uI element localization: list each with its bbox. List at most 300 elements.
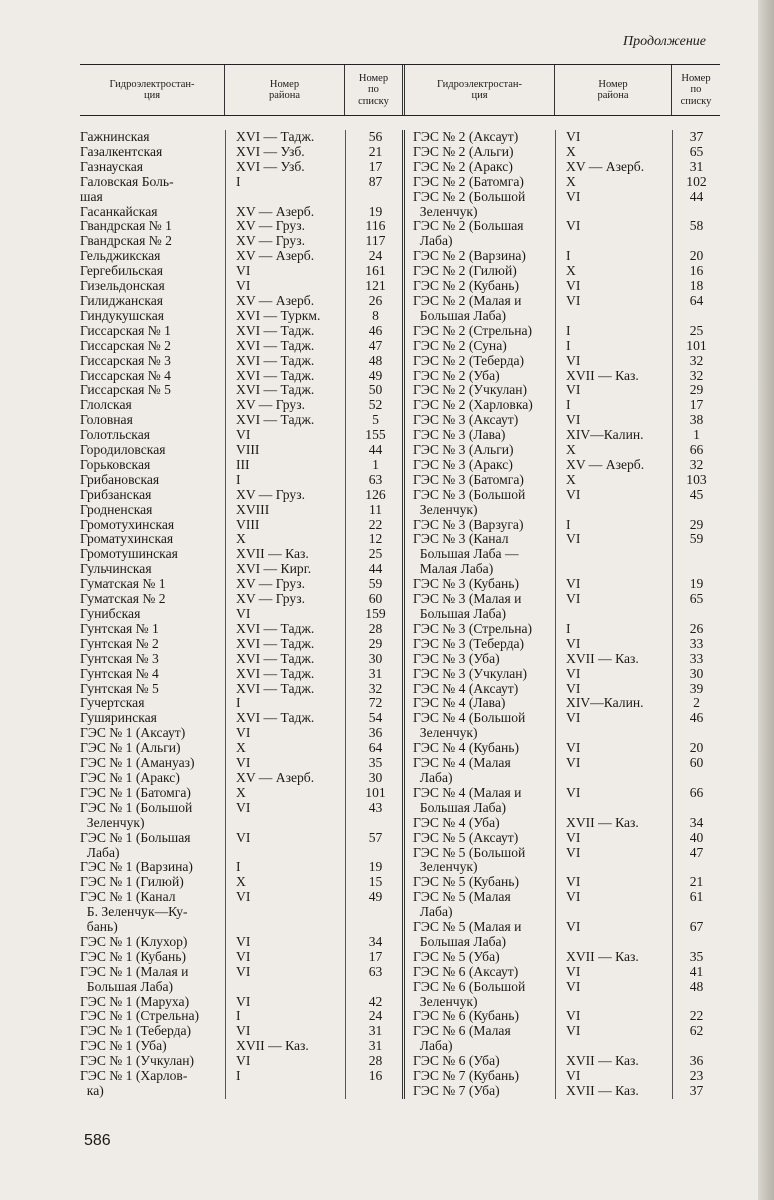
station-name: Гажнинская xyxy=(80,129,150,144)
table-row xyxy=(80,1009,402,1024)
district-number: XVII — Каз. xyxy=(555,816,672,831)
list-number: 63 xyxy=(345,473,405,488)
table-row xyxy=(80,682,402,697)
station-name: Гизельдонская xyxy=(80,278,165,294)
station-name: Головная xyxy=(80,412,133,428)
table-row xyxy=(80,160,402,175)
list-number: 47 xyxy=(345,339,405,354)
district-number: XV — Груз. xyxy=(225,398,345,413)
table-row xyxy=(80,383,402,398)
table-row xyxy=(405,190,720,220)
station-name: Гиндукушская xyxy=(80,307,164,323)
table-row xyxy=(405,756,720,786)
district-number: VI xyxy=(225,890,345,935)
district-number: XVI — Тадж. xyxy=(225,652,345,667)
list-number: 32 xyxy=(672,369,720,384)
district-number: VI xyxy=(555,965,672,980)
station-name: ГЭС № 1 (Теберда) xyxy=(80,1023,192,1039)
district-number: I xyxy=(555,249,672,264)
district-number: I xyxy=(225,175,345,205)
district-number: I xyxy=(225,696,345,711)
table-row xyxy=(80,398,402,413)
table-row xyxy=(80,175,402,205)
table-row xyxy=(405,980,720,1010)
station-name: Гиссарская № 1 xyxy=(80,322,171,338)
district-number: X xyxy=(225,786,345,801)
district-number: XV — Азерб. xyxy=(225,294,345,309)
list-number: 59 xyxy=(672,532,720,577)
list-number: 31 xyxy=(345,667,405,682)
table-row xyxy=(80,532,402,547)
district-number: VI xyxy=(555,1069,672,1084)
station-name: ГЭС № 2 (Уба) xyxy=(413,367,500,383)
table-row xyxy=(80,607,402,622)
table-row xyxy=(405,711,720,741)
list-number: 31 xyxy=(345,1039,405,1054)
station-name: ГЭС № 1 (Клухор) xyxy=(80,933,188,949)
station-name: Грибановская xyxy=(80,471,160,487)
list-number: 48 xyxy=(345,354,405,369)
station-name: ГЭС № 3 (Батомга) xyxy=(413,471,524,487)
table-row xyxy=(80,249,402,264)
district-number: XVII — Каз. xyxy=(225,1039,345,1054)
district-number: VI xyxy=(555,294,672,324)
district-number: XVI — Узб. xyxy=(225,145,345,160)
table-row xyxy=(80,219,402,234)
station-name: Гучертская xyxy=(80,695,145,711)
station-name: ГЭС № 2 (Учкулан) xyxy=(413,382,528,398)
list-number: 37 xyxy=(672,1084,720,1099)
district-number: XV — Груз. xyxy=(225,592,345,607)
list-number: 67 xyxy=(672,920,720,950)
station-name: ГЭС № 4 (Малая Лаба) xyxy=(413,755,511,785)
table-row xyxy=(80,562,402,577)
district-number: XVI — Тадж. xyxy=(225,622,345,637)
list-number: 61 xyxy=(672,890,720,920)
table-row xyxy=(80,458,402,473)
page-number: 586 xyxy=(84,1132,111,1149)
table-row xyxy=(405,1084,720,1099)
district-number: I xyxy=(555,324,672,339)
station-name: ГЭС № 4 (Малая и Большая Лаба) xyxy=(413,784,522,815)
district-number: XIV—Калин. xyxy=(555,428,672,443)
station-name: ГЭС № 7 (Кубань) xyxy=(413,1068,520,1084)
station-name: ГЭС № 6 (Кубань) xyxy=(413,1008,520,1024)
list-number: 18 xyxy=(672,279,720,294)
district-number: XV — Азерб. xyxy=(555,458,672,473)
list-number: 8 xyxy=(345,309,405,324)
table-row xyxy=(405,667,720,682)
district-number: VI xyxy=(225,756,345,771)
station-name: ГЭС № 1 (Кубань) xyxy=(80,948,187,964)
district-number: X xyxy=(555,443,672,458)
station-name: Газнауская xyxy=(80,158,144,174)
table-row xyxy=(405,175,720,190)
table-row xyxy=(80,130,402,145)
station-name: ГЭС № 2 (Теберда) xyxy=(413,352,525,368)
district-number: VIII xyxy=(225,443,345,458)
header-listno: Номер по списку xyxy=(345,65,405,115)
district-number: XVII — Каз. xyxy=(555,652,672,667)
table-row xyxy=(80,234,402,249)
list-number: 17 xyxy=(672,398,720,413)
table-row xyxy=(80,995,402,1010)
station-name: ГЭС № 2 (Стрельна) xyxy=(413,322,533,338)
station-name: ГЭС № 2 (Гилюй) xyxy=(413,263,517,279)
district-number: XVI — Тадж. xyxy=(225,369,345,384)
station-name: Громатухинская xyxy=(80,531,174,547)
table-row xyxy=(80,369,402,384)
list-number: 65 xyxy=(672,592,720,622)
station-name: ГЭС № 1 (Альги) xyxy=(80,740,181,756)
district-number: VI xyxy=(555,682,672,697)
station-name: Гунтская № 3 xyxy=(80,650,159,666)
left-column xyxy=(80,130,405,1099)
table-row xyxy=(80,726,402,741)
district-number: VI xyxy=(555,577,672,592)
table-row xyxy=(405,130,720,145)
district-number: X xyxy=(555,145,672,160)
table-row xyxy=(80,652,402,667)
list-number: 44 xyxy=(345,562,405,577)
district-number: VI xyxy=(555,190,672,220)
station-name: ГЭС № 3 (Канал Большая Лаба — Малая Лаба) xyxy=(413,531,519,577)
district-number: XV — Груз. xyxy=(225,488,345,503)
station-name: ГЭС № 4 (Кубань) xyxy=(413,740,520,756)
table-row xyxy=(80,1069,402,1099)
station-name: Гродненская xyxy=(80,501,153,517)
station-name: ГЭС № 6 (Аксаут) xyxy=(413,963,519,979)
district-number: I xyxy=(555,398,672,413)
station-name: ГЭС № 2 (Аракс) xyxy=(413,158,513,174)
list-number: 58 xyxy=(672,219,720,249)
table-row xyxy=(80,1039,402,1054)
list-number: 12 xyxy=(345,532,405,547)
station-name: ГЭС № 4 (Лава) xyxy=(413,695,506,711)
table-row xyxy=(405,339,720,354)
station-name: ГЭС № 5 (Кубань) xyxy=(413,874,520,890)
table-row xyxy=(80,547,402,562)
station-name: ГЭС № 2 (Большой Зеленчук) xyxy=(413,188,526,219)
table-row xyxy=(405,160,720,175)
table-row xyxy=(80,741,402,756)
district-number: I xyxy=(555,339,672,354)
list-number: 72 xyxy=(345,696,405,711)
district-number: VI xyxy=(225,279,345,294)
station-name: Гельджикская xyxy=(80,248,161,264)
table-row xyxy=(80,503,402,518)
list-number: 20 xyxy=(672,741,720,756)
station-name: Гуматская № 1 xyxy=(80,576,166,592)
list-number: 26 xyxy=(672,622,720,637)
table-row xyxy=(405,652,720,667)
district-number: X xyxy=(555,175,672,190)
station-name: Гушяринская xyxy=(80,710,157,726)
continued-label: Продолжение xyxy=(623,34,706,49)
table-header xyxy=(80,64,720,116)
district-number: VI xyxy=(225,726,345,741)
table-row xyxy=(80,786,402,801)
district-number: VI xyxy=(555,980,672,1010)
list-number: 11 xyxy=(345,503,405,518)
station-name: Гилиджанская xyxy=(80,292,164,308)
list-number: 28 xyxy=(345,622,405,637)
stations-table xyxy=(80,64,720,1099)
district-number: XVI — Тадж. xyxy=(225,339,345,354)
table-row xyxy=(80,309,402,324)
list-number: 32 xyxy=(672,354,720,369)
district-number: VI xyxy=(555,741,672,756)
district-number: XVI — Тадж. xyxy=(225,667,345,682)
table-row xyxy=(80,667,402,682)
table-row xyxy=(80,696,402,711)
district-number: VI xyxy=(225,965,345,995)
list-number: 31 xyxy=(345,1024,405,1039)
list-number: 15 xyxy=(345,875,405,890)
book-spine xyxy=(758,0,774,1200)
station-name: Глолская xyxy=(80,397,132,413)
list-number: 116 xyxy=(345,219,405,234)
district-number: VI xyxy=(555,1009,672,1024)
table-row xyxy=(405,592,720,622)
table-row xyxy=(405,577,720,592)
list-number: 17 xyxy=(345,950,405,965)
list-number: 29 xyxy=(672,383,720,398)
list-number: 36 xyxy=(345,726,405,741)
table-row xyxy=(405,637,720,652)
station-name: ГЭС № 3 (Варзуга) xyxy=(413,516,524,532)
district-number: X xyxy=(225,875,345,890)
table-row xyxy=(80,756,402,771)
table-row xyxy=(80,890,402,935)
station-name: ГЭС № 1 (Маруха) xyxy=(80,993,190,1009)
table-row xyxy=(405,1054,720,1069)
list-number: 38 xyxy=(672,413,720,428)
list-number: 34 xyxy=(345,935,405,950)
table-row xyxy=(405,1024,720,1054)
list-number: 33 xyxy=(672,637,720,652)
table-row xyxy=(80,339,402,354)
district-number: VI xyxy=(555,592,672,622)
station-name: Гунтская № 1 xyxy=(80,620,159,636)
list-number: 66 xyxy=(672,786,720,816)
district-number: I xyxy=(225,860,345,875)
station-name: ГЭС № 6 (Уба) xyxy=(413,1053,500,1069)
list-number: 63 xyxy=(345,965,405,995)
station-name: ГЭС № 1 (Большая Лаба) xyxy=(80,829,191,860)
district-number: XV — Азерб. xyxy=(225,249,345,264)
table-row xyxy=(405,846,720,876)
list-number: 19 xyxy=(345,205,405,220)
station-name: ГЭС № 6 (Малая Лаба) xyxy=(413,1023,511,1054)
district-number: VI xyxy=(225,831,345,861)
station-name: ГЭС № 2 (Кубань) xyxy=(413,278,520,294)
district-number: XVII — Каз. xyxy=(555,1054,672,1069)
list-number: 17 xyxy=(345,160,405,175)
station-name: ГЭС № 1 (Малая и Большая Лаба) xyxy=(80,963,189,994)
table-row xyxy=(80,264,402,279)
station-name: ГЭС № 1 (Аксаут) xyxy=(80,725,186,741)
table-row xyxy=(405,145,720,160)
list-number: 126 xyxy=(345,488,405,503)
table-body xyxy=(80,116,720,1099)
station-name: Гергебильская xyxy=(80,263,163,279)
district-number: XVI — Узб. xyxy=(225,160,345,175)
table-row xyxy=(80,711,402,726)
table-row xyxy=(405,682,720,697)
table-row xyxy=(405,831,720,846)
station-name: ГЭС № 3 (Большой Зеленчук) xyxy=(413,486,526,517)
district-number: XVI — Тадж. xyxy=(225,130,345,145)
list-number: 36 xyxy=(672,1054,720,1069)
station-name: Гульчинская xyxy=(80,561,152,577)
table-row xyxy=(405,249,720,264)
list-number: 64 xyxy=(672,294,720,324)
list-number: 101 xyxy=(672,339,720,354)
district-number: VI xyxy=(225,264,345,279)
table-row xyxy=(405,890,720,920)
station-name: Гиссарская № 4 xyxy=(80,367,171,383)
district-number: VI xyxy=(555,786,672,816)
district-number: VI xyxy=(555,532,672,577)
district-number: VI xyxy=(555,637,672,652)
table-row xyxy=(405,965,720,980)
station-name: Гунтская № 4 xyxy=(80,665,159,681)
table-row xyxy=(80,771,402,786)
list-number: 54 xyxy=(345,711,405,726)
header-district-2: Номер района xyxy=(555,65,672,115)
station-name: ГЭС № 1 (Стрельна) xyxy=(80,1008,200,1024)
station-name: Гвандрская № 2 xyxy=(80,233,172,249)
list-number: 30 xyxy=(345,652,405,667)
station-name: ГЭС № 3 (Малая и Большая Лаба) xyxy=(413,591,522,621)
table-row xyxy=(405,488,720,518)
district-number: I xyxy=(225,1069,345,1099)
table-row xyxy=(405,264,720,279)
station-name: Городиловская xyxy=(80,442,166,458)
district-number: XVI — Тадж. xyxy=(225,413,345,428)
table-row xyxy=(80,592,402,607)
list-number: 22 xyxy=(672,1009,720,1024)
station-name: ГЭС № 1 (Амануаз) xyxy=(80,755,195,771)
station-name: ГЭС № 3 (Стрельна) xyxy=(413,620,533,636)
district-number: XVIII xyxy=(225,503,345,518)
table-row xyxy=(405,219,720,249)
station-name: ГЭС № 1 (Уба) xyxy=(80,1038,167,1054)
table-row xyxy=(80,145,402,160)
district-number: XVI — Тадж. xyxy=(225,324,345,339)
district-number: X xyxy=(225,741,345,756)
list-number: 35 xyxy=(345,756,405,771)
list-number: 24 xyxy=(345,1009,405,1024)
list-number: 52 xyxy=(345,398,405,413)
station-name: ГЭС № 3 (Лава) xyxy=(413,427,506,443)
station-name: ГЭС № 7 (Уба) xyxy=(413,1083,500,1098)
station-name: ГЭС № 5 (Уба) xyxy=(413,948,500,964)
table-row xyxy=(80,354,402,369)
district-number: VI xyxy=(555,890,672,920)
list-number: 19 xyxy=(345,860,405,875)
station-name: ГЭС № 3 (Аракс) xyxy=(413,456,513,472)
station-name: ГЭС № 1 (Варзина) xyxy=(80,859,193,875)
list-number: 29 xyxy=(345,637,405,652)
table-row xyxy=(80,1054,402,1069)
district-number: I xyxy=(555,518,672,533)
table-row xyxy=(80,294,402,309)
station-name: ГЭС № 2 (Малая и Большая Лаба) xyxy=(413,292,522,323)
table-row xyxy=(80,205,402,220)
district-number: VI xyxy=(225,1054,345,1069)
list-number: 30 xyxy=(672,667,720,682)
right-column xyxy=(405,130,720,1099)
list-number: 32 xyxy=(345,682,405,697)
list-number: 16 xyxy=(672,264,720,279)
table-row xyxy=(80,324,402,339)
list-number: 1 xyxy=(672,428,720,443)
district-number: VI xyxy=(555,846,672,876)
table-row xyxy=(405,532,720,577)
table-row xyxy=(405,383,720,398)
district-number: III xyxy=(225,458,345,473)
district-number: VI xyxy=(555,1024,672,1054)
list-number: 49 xyxy=(345,890,405,935)
district-number: VI xyxy=(225,1024,345,1039)
list-number: 19 xyxy=(672,577,720,592)
list-number: 60 xyxy=(672,756,720,786)
station-name: ГЭС № 2 (Альги) xyxy=(413,143,514,159)
list-number: 40 xyxy=(672,831,720,846)
list-number: 28 xyxy=(345,1054,405,1069)
station-name: Гунибская xyxy=(80,606,141,621)
district-number: VI xyxy=(555,413,672,428)
district-number: VI xyxy=(225,428,345,443)
district-number: X xyxy=(555,264,672,279)
district-number: I xyxy=(225,473,345,488)
table-row xyxy=(405,518,720,533)
station-name: Голотльская xyxy=(80,427,150,443)
list-number: 26 xyxy=(345,294,405,309)
list-number: 2 xyxy=(672,696,720,711)
district-number: XVI — Тадж. xyxy=(225,637,345,652)
table-row xyxy=(405,279,720,294)
station-name: Гунтская № 2 xyxy=(80,635,159,651)
list-number: 16 xyxy=(345,1069,405,1099)
station-name: ГЭС № 1 (Аракс) xyxy=(80,769,180,785)
station-name: ГЭС № 3 (Аксаут) xyxy=(413,412,519,428)
station-name: ГЭС № 3 (Кубань) xyxy=(413,576,520,592)
list-number: 24 xyxy=(345,249,405,264)
district-number: X xyxy=(225,532,345,547)
station-name: Гиссарская № 5 xyxy=(80,382,171,398)
district-number: XV — Груз. xyxy=(225,234,345,249)
station-name: ГЭС № 1 (Большой Зеленчук) xyxy=(80,799,193,830)
district-number: XVI — Тадж. xyxy=(225,383,345,398)
district-number: XV — Груз. xyxy=(225,219,345,234)
table-row xyxy=(80,622,402,637)
station-name: ГЭС № 6 (Большой Зеленчук) xyxy=(413,978,526,1009)
district-number: VI xyxy=(555,711,672,741)
station-name: Галовская Боль- шая xyxy=(80,173,174,204)
table-row xyxy=(80,488,402,503)
list-number: 155 xyxy=(345,428,405,443)
station-name: ГЭС № 3 (Альги) xyxy=(413,442,514,458)
list-number: 103 xyxy=(672,473,720,488)
station-name: Грибзанская xyxy=(80,486,152,502)
district-number: VI xyxy=(225,935,345,950)
list-number: 50 xyxy=(345,383,405,398)
station-name: ГЭС № 3 (Учкулан) xyxy=(413,665,528,681)
list-number: 23 xyxy=(672,1069,720,1084)
